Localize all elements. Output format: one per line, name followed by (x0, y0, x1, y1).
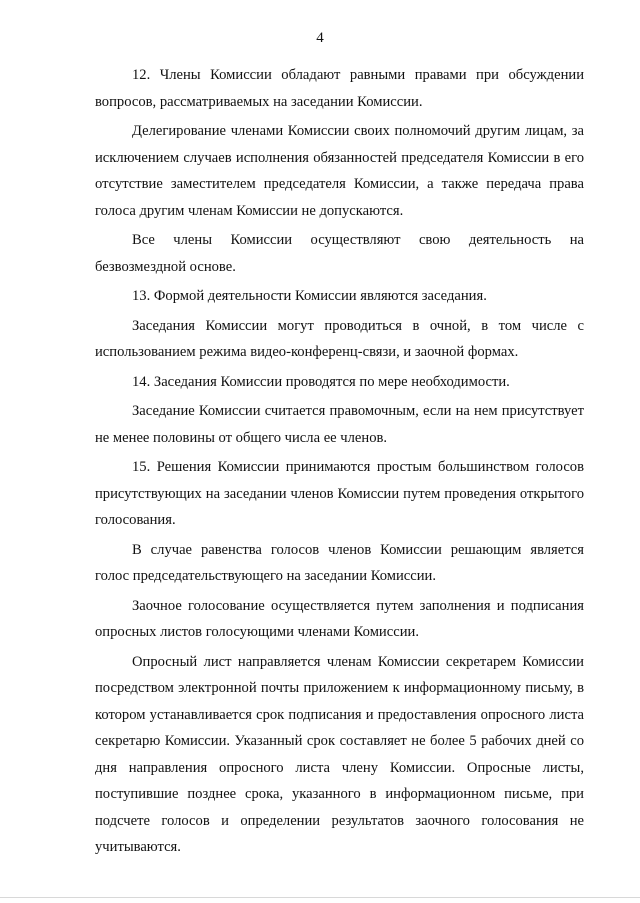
paragraph-15-decisions: 15. Решения Комиссии принимаются простым большинством голосов присутствующих на заседании членов Комиссии путем проведения открытого голосования. (95, 459, 584, 528)
paragraph-14-meeting-frequency: 14. Заседания Комиссии проводятся по мере необходимости. (132, 373, 510, 390)
paragraph-delegation: Делегирование членами Комиссии своих полномочий другим лицам, за исключением случаев исполнения обязанностей председателя Комиссии в его отсутствие заместителем председателя Комиссии, а также передача права голоса другим членам Комиссии не допускаются. (95, 123, 584, 219)
paragraph-tie-vote: В случае равенства голосов членов Комиссии решающим является голос председательствующего на заседании Комиссии. (95, 541, 584, 584)
paragraph-quorum: Заседание Комиссии считается правомочным, если на нем присутствует не менее половины от общего числа ее членов. (95, 403, 584, 446)
paragraph-meeting-formats: Заседания Комиссии могут проводиться в очной, в том числе с использованием режима видео-конференц-связи, и заочной формах. (95, 317, 584, 360)
paragraph-12-equal-rights: 12. Члены Комиссии обладают равными правами при обсуждении вопросов, рассматриваемых на заседании Комиссии. (95, 67, 584, 110)
document-body (95, 62, 584, 864)
paragraph-13-meetings-form: 13. Формой деятельности Комиссии являются заседания. (132, 288, 487, 304)
paragraph-absentee-voting: Заочное голосование осуществляется путем заполнения и подписания опросных листов голосующими членами Комиссии. (95, 597, 584, 640)
page-number: 4 (316, 30, 324, 46)
paragraph-questionnaire: Опросный лист направляется членам Комиссии секретарем Комиссии посредством электронной почты приложением к информационному письму, в котором устанавливается срок подписания и предоставления опросного листа секретарю Комиссии. Указанный срок составляет не более 5 рабочих дней со дня направления опросного листа члену Комиссии. Опросные листы, поступившие позднее срока, указанного в информационном письме, при подсчете голосов и определении результатов заочного голосования не учитываются. (95, 653, 584, 855)
scan-edge-line (0, 897, 640, 898)
paragraph-free-basis: Все члены Комиссии осуществляют свою деятельность на безвозмездной основе. (95, 232, 584, 275)
